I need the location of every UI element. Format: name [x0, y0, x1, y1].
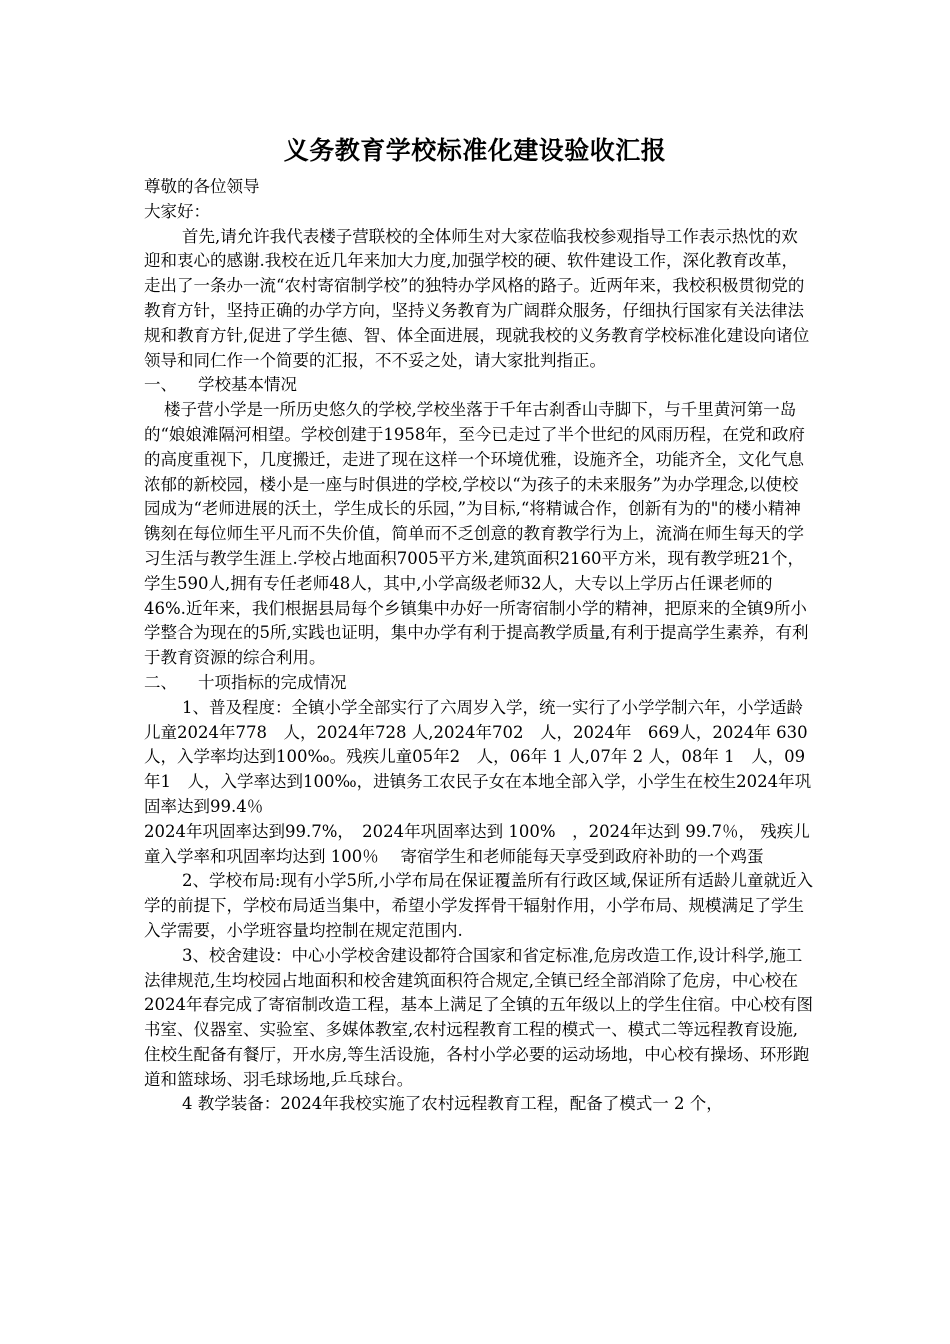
- section-heading-ten-indicators: 二、 十项指标的完成情况: [144, 672, 347, 692]
- indicator-3-paragraph: 3、校舍建设：中心小学校舍建设都符合国家和省定标准,危房改造工作,设计科学,施工法律规范,生均校园占地面积和校舍建筑面积符合规定,全镇已经全部消除了危房，中心校在2024年春完成了寄宿制改造工程，基本上满足了全镇的五年级以上的学生住宿。中心校有图书室、仪器室、实验室、多媒体教室,农村远程教育工程的模式一、模式二等远程教育设施,住校生配备有餐厅，开水房,等生活设施，各村小学必要的运动场地，中心校有操场、环形跑道和篮球场、羽毛球场地,乒乓球台。: [144, 945, 813, 1089]
- salutation-paragraph: 尊敬的各位领导: [144, 177, 260, 196]
- greeting-paragraph: 大家好：: [144, 201, 210, 221]
- indicator-4-paragraph: 4 教学装备：2024年我校实施了农村远程教育工程，配备了模式一 2 个，: [182, 1094, 723, 1114]
- document-title: 义务教育学校标准化建设验收汇报: [283, 136, 667, 165]
- document-body: [144, 175, 814, 1117]
- basic-info-paragraph: 楼子营小学是一所历史悠久的学校,学校坐落于千年古刹香山寺脚下，与千里黄河第一岛的“娘娘滩隔河相望。学校创建于1958年，至今已走过了半个世纪的风雨历程，在党和政府的高度重视下，几度搬迁，走进了现在这样一个环境优雅，设施齐全，功能齐全，文化气息浓郁的新校园，楼小是一座与时俱进的学校,学校以“为孩子的未来服务”为办学理念,以使校园成为“老师进展的沃土，学生成长的乐园，”为目标,“将精诚合作，创新有为的"的楼小精神镌刻在每位师生平凡而不失价值，简单而不乏创意的教育教学行为上，流淌在师生每天的学习生活与教学生涯上.学校占地面积7005平方米,建筑面积2160平方米，现有教学班21个，学生590人,拥有专任老师48人，其中,小学高级老师32人，大专以上学历占任课老师的46%.近年来，我们根据县局每个乡镇集中办好一所寄宿制小学的精神，把原来的全镇9所小学整合为现在的5所,实践也证明，集中办学有利于提高教学质量,有利于提高学生素养，有利于教育资源的综合利用。: [144, 400, 809, 668]
- indicator-1-paragraph: 1、普及程度：全镇小学全部实行了六周岁入学，统一实行了小学学制六年，小学适龄儿童2024年778 人，2024年728 人,2024年702 人，2024年 669人，2024年 630 人，入学率均达到100‰。残疾儿童05年2 人，06年 1 人,07年 2 人，08年 1 人，09年1 人，入学率达到100‰，进镇务工农民子女在本地全部入学，小学生在校生2024年巩固率达到99.4％: [144, 697, 812, 816]
- indicator-2-paragraph: 2、学校布局:现有小学5所,小学布局在保证覆盖所有行政区域,保证所有适龄儿童就近入学的前提下，学校布局适当集中，希望小学发挥骨干辐射作用，小学布局、规模满足了学生入学需要，小学班容量均控制在规定范围内.: [144, 871, 814, 940]
- intro-paragraph: 首先,请允许我代表楼子营联校的全体师生对大家莅临我校参观指导工作表示热忱的欢迎和衷心的感谢.我校在近几年来加大力度,加强学校的硬、软件建设工作，深化教育改革，走出了一条办一流“农村寄宿制学校”的独特办学风格的路子。近两年来，我校积极贯彻党的教育方针，坚持正确的办学方向，坚持义务教育为广阔群众服务，仔细执行国家有关法律法规和教育方针,促进了学生德、智、体全面进展，现就我校的义务教育学校标准化建设向诸位领导和同仁作一个简要的汇报，不不妥之处，请大家批判指正。: [144, 226, 810, 370]
- indicator-1-continued-paragraph: 2024年巩固率达到99.7%， 2024年巩固率达到 100% ，2024年达到 99.7％， 残疾儿童入学率和巩固率均达到 100％ 寄宿学生和老师能每天享受到政府补助的一个鸡蛋: [144, 821, 810, 866]
- section-heading-basic-info: 一、 学校基本情况: [144, 375, 297, 395]
